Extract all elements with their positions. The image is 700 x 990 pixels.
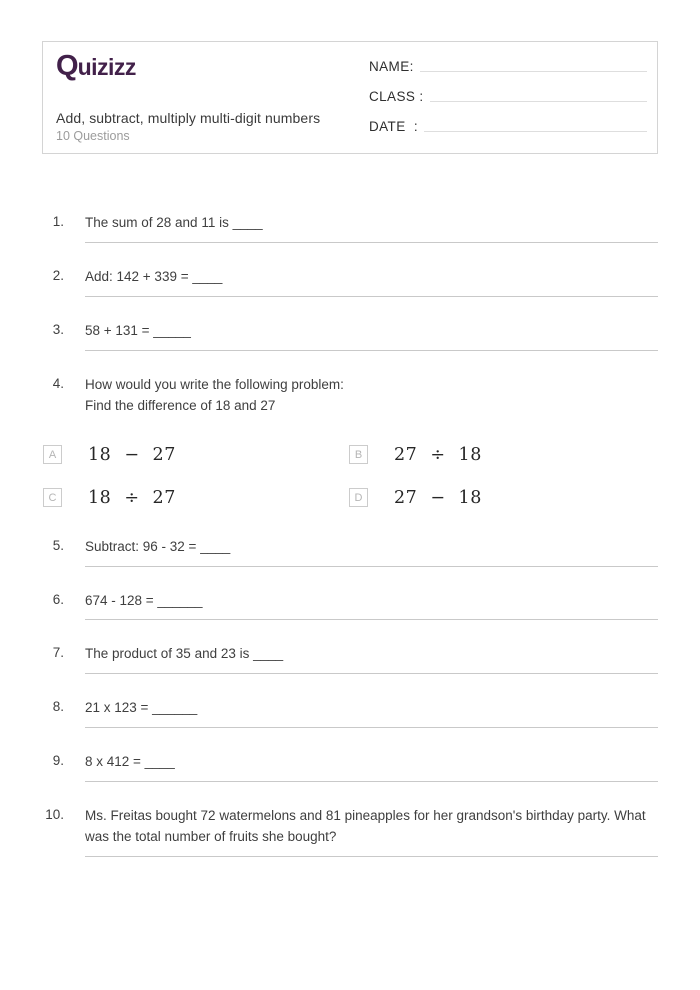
option-a-expression: 18 − 27 <box>88 444 176 465</box>
question-text-block <box>85 375 658 417</box>
question-1 <box>42 213 658 243</box>
student-info-fields <box>369 44 647 134</box>
option-d <box>349 488 658 508</box>
option-d-letter-box: D <box>349 488 368 507</box>
question-number: 1. <box>52 214 64 229</box>
question-number: 4. <box>52 375 64 391</box>
class-write-line <box>430 86 647 102</box>
question-number: 2. <box>52 267 64 283</box>
class-field-row <box>369 74 647 104</box>
option-c <box>43 488 349 508</box>
name-label: NAME: <box>369 59 414 74</box>
option-b <box>349 445 658 465</box>
option-c-expression: 18 ÷ 27 <box>88 487 176 508</box>
option-b-letter-box: B <box>349 445 368 464</box>
question-number: 7. <box>52 645 64 661</box>
question-text: The product of 35 and 23 is ____ <box>85 644 658 674</box>
question-6 <box>42 591 658 621</box>
question-text: 58 + 131 = _____ <box>85 321 658 351</box>
question-2 <box>42 267 658 297</box>
name-field-row <box>369 44 647 74</box>
option-a <box>43 445 349 465</box>
option-b-expression: 27 ÷ 18 <box>394 444 482 465</box>
question-number: 6. <box>52 591 64 607</box>
worksheet-title: Add, subtract, multiply multi-digit numbers <box>56 110 321 126</box>
question-10 <box>42 806 658 857</box>
class-label: CLASS : <box>369 89 424 104</box>
question-number: 8. <box>52 699 64 715</box>
question-number: 10. <box>45 807 64 823</box>
quizizz-logo-q: Q <box>56 50 78 82</box>
question-number: 5. <box>52 537 64 553</box>
question-number: 3. <box>52 321 64 337</box>
question-list <box>42 213 658 881</box>
question-text-line2: Find the difference of 18 and 27 <box>85 397 276 413</box>
date-field-row <box>369 104 647 134</box>
option-c-letter-box: C <box>43 488 62 507</box>
question-4-options <box>43 445 658 508</box>
question-3 <box>42 321 658 351</box>
question-text: Subtract: 96 - 32 = ____ <box>85 537 658 567</box>
question-4 <box>42 375 658 417</box>
question-7 <box>42 644 658 674</box>
quizizz-logo-text: uizizz <box>77 54 136 80</box>
question-count: 10 Questions <box>56 129 130 143</box>
question-number: 9. <box>52 753 64 769</box>
quizizz-logo <box>56 50 136 83</box>
question-text: How would you write the following problem: <box>85 376 344 392</box>
date-write-line <box>424 116 647 132</box>
question-5 <box>42 537 658 567</box>
question-text: The sum of 28 and 11 is ____ <box>85 213 658 243</box>
question-text: 674 - 128 = ______ <box>85 591 658 621</box>
name-write-line <box>420 56 647 72</box>
question-9 <box>42 752 658 782</box>
question-8 <box>42 698 658 728</box>
option-a-letter-box: A <box>43 445 62 464</box>
date-label: DATE : <box>369 119 419 134</box>
option-d-expression: 27 − 18 <box>394 487 482 508</box>
question-text: 21 x 123 = ______ <box>85 698 658 728</box>
question-text: Ms. Freitas bought 72 watermelons and 81 pineapples for her grandson's birthday party. What was the total number of fruits she bought? <box>85 806 658 857</box>
question-text: Add: 142 + 339 = ____ <box>85 267 658 297</box>
worksheet-header <box>42 41 658 154</box>
question-text: 8 x 412 = ____ <box>85 752 658 782</box>
